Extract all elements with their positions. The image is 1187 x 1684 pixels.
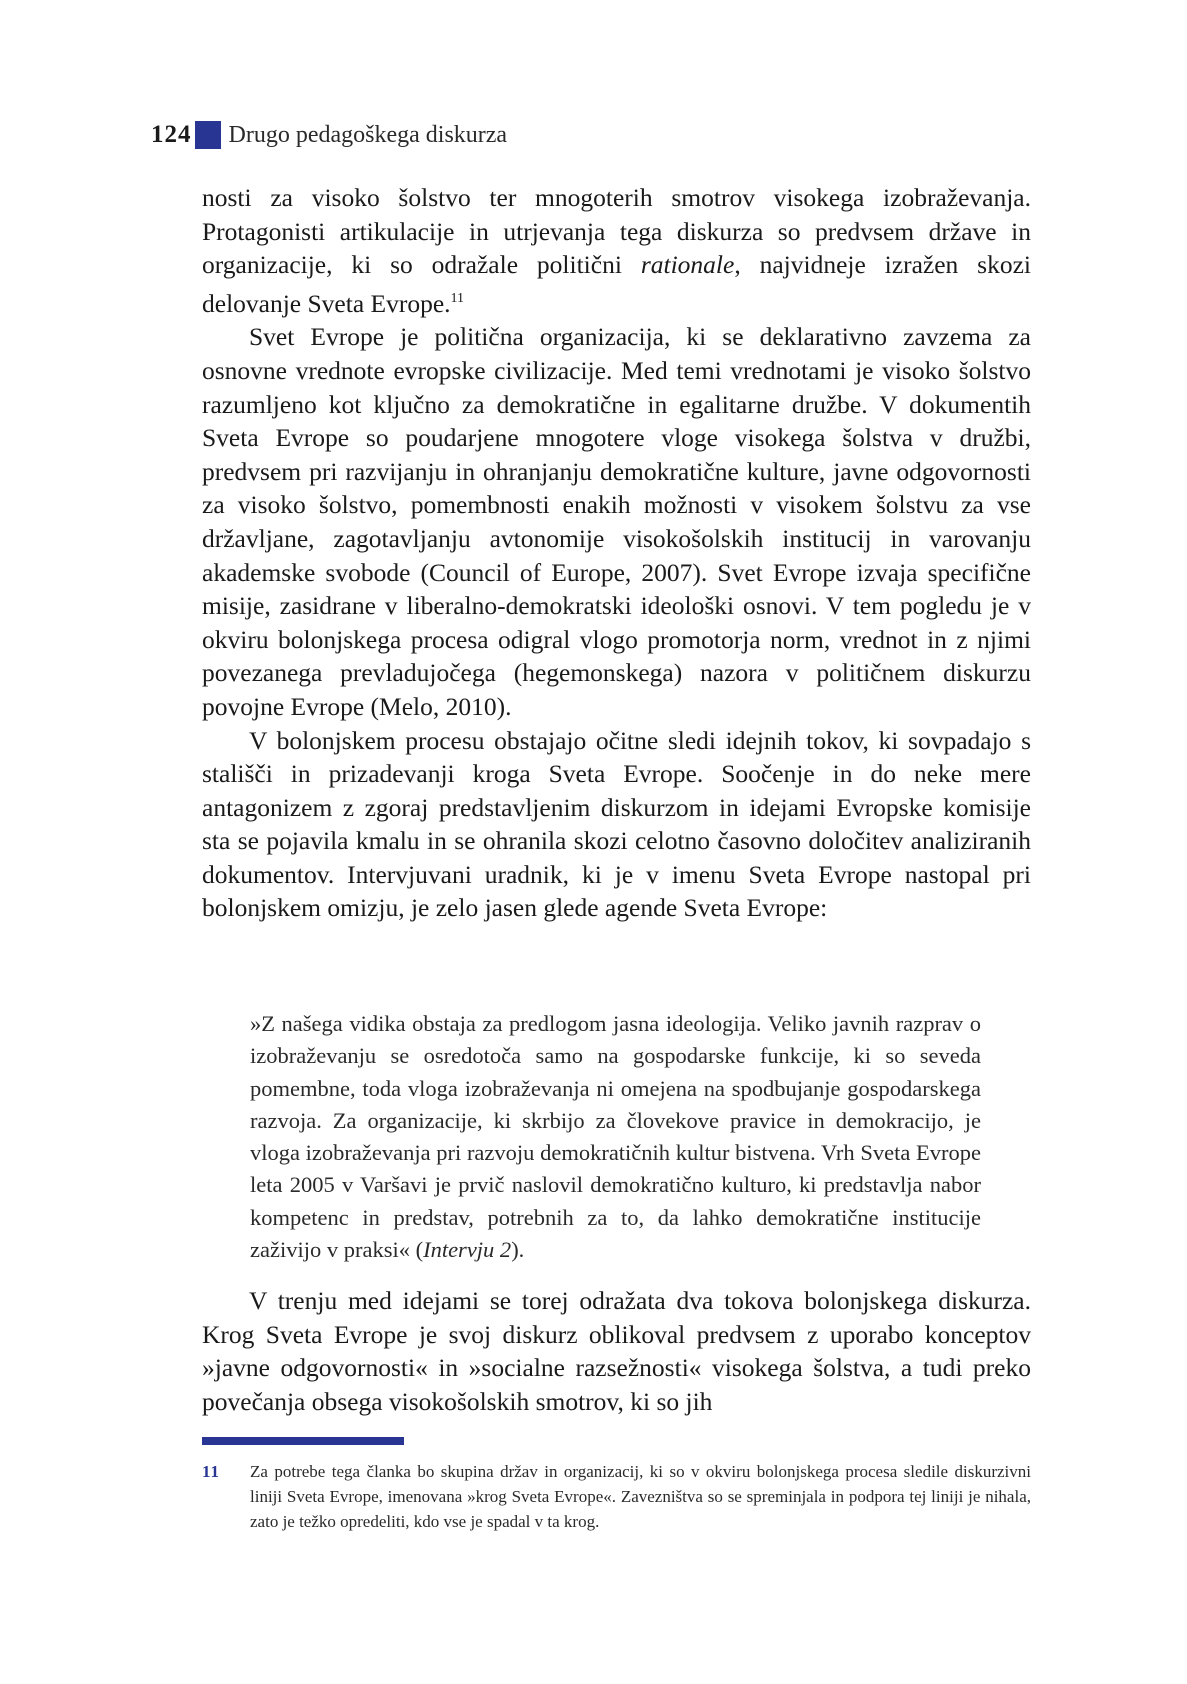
paragraph-4: V trenju med idejami se torej odražata dva tokova bolonjskega diskurza. Krog Sveta Evrope je svoj diskurz oblikoval predvsem z uporabo konceptov »javne odgovornosti« in »socialne razsežnosti« visokega šolstva, a tudi preko povečanja obsega visokošolskih smotrov, ki so jih: [202, 1286, 1031, 1416]
header-square-marker: [195, 121, 221, 149]
paragraph-1-text-a: nosti za visoko šolstvo ter mnogoterih smotrov visokega izobraževanja. Protagonisti artikulacije in utrjevanja tega diskurza so predvsem države in organizacije, ki so odražale politični: [202, 183, 1031, 280]
footnote-number: 11: [202, 1462, 221, 1481]
paragraph-3: V bolonjskem procesu obstajajo očitne sledi idejnih tokov, ki sovpadajo s stališči in prizadevanji kroga Sveta Evrope. Soočenje in do neke mere antagonizem z zgoraj predstavljenim diskurzom in idejami Evropske komisije sta se pojavila kmalu in se ohranila skozi celotno časovno določitev analiziranih dokumentov. Intervjuvani uradnik, ki je v imenu Sveta Evrope nastopal pri bolonjskem omizju, je zelo jasen glede agende Sveta Evrope:: [202, 725, 1031, 923]
page-header: [151, 121, 507, 149]
italic-term: rationale: [640, 250, 735, 280]
page-number: 124: [151, 121, 192, 148]
paragraph-1: [202, 181, 1031, 320]
footnote-text: Za potrebe tega članka bo skupina držav in organizacij, ki so v okviru bolonjskega procesa sledile diskurzivni liniji Sveta Evrope, imenovana »krog Sveta Evrope«. Zavezništva so se spreminjala in podpora tej liniji je nihala, zato je težko opredeliti, kdo vse je spadal v ta krog.: [250, 1462, 1031, 1531]
quote-citation: Intervju 2: [423, 1237, 512, 1263]
block-quote: [250, 1008, 981, 1266]
body-text: [202, 181, 1031, 925]
quote-text: »Z našega vidika obstaja za predlogom jasna ideologija. Veliko javnih razprav o izobraževanju se osredotoča samo na gospodarske funkcije, ki so seveda pomembne, toda vloga izobraževanja ni omejena na spodbujanje gospodarskega razvoja. Za organizacije, ki skrbijo za človekove pravice in demokracijo, je vloga izobraževanja pri razvoju demokratičnih kultur bistvena. Vrh Sveta Evrope leta 2005 v Varšavi je prvič naslovil demokratično kulturo, ki predstavlja nabor kompetenc in predstav, potrebnih za to, da lahko demokratične institucije zaživijo v praksi« (: [250, 1011, 981, 1263]
quote-closing: ).: [511, 1237, 525, 1263]
running-title: Drugo pedagoškega diskurza: [228, 121, 508, 148]
footnote-reference[interactable]: 11: [450, 290, 465, 306]
footnote: [202, 1459, 1031, 1534]
paragraph-1-text-b: , najvidneje izražen skozi delovanje Sveta Evrope.: [202, 250, 1031, 318]
paragraph-2: Svet Evrope je politična organizacija, ki se deklarativno zavzema za osnovne vrednote evropske civilizacije. Med temi vrednotami je visoko šolstvo razumljeno kot ključno za demokratične in egalitarne družbe. V dokumentih Sveta Evrope so poudarjene mnogotere vloge visokega šolstva v družbi, predvsem pri razvijanju in ohranjanju demokratične kulture, javne odgovornosti za visoko šolstvo, pomembnosti enakih možnosti v visokem šolstvu za vse državljane, zagotavljanju avtonomije visokošolskih institucij in varovanju akademske svobode (Council of Europe, 2007). Svet Evrope izvaja specifične misije, zasidrane v liberalno-demokratski ideološki osnovi. V tem pogledu je v okviru bolonjskega procesa odigral vlogo promotorja norm, vrednot in z njimi povezanega prevladujočega (hegemonskega) nazora v političnem diskurzu povojne Evrope (Melo, 2010).: [202, 322, 1031, 721]
footnote-rule: [202, 1437, 404, 1445]
